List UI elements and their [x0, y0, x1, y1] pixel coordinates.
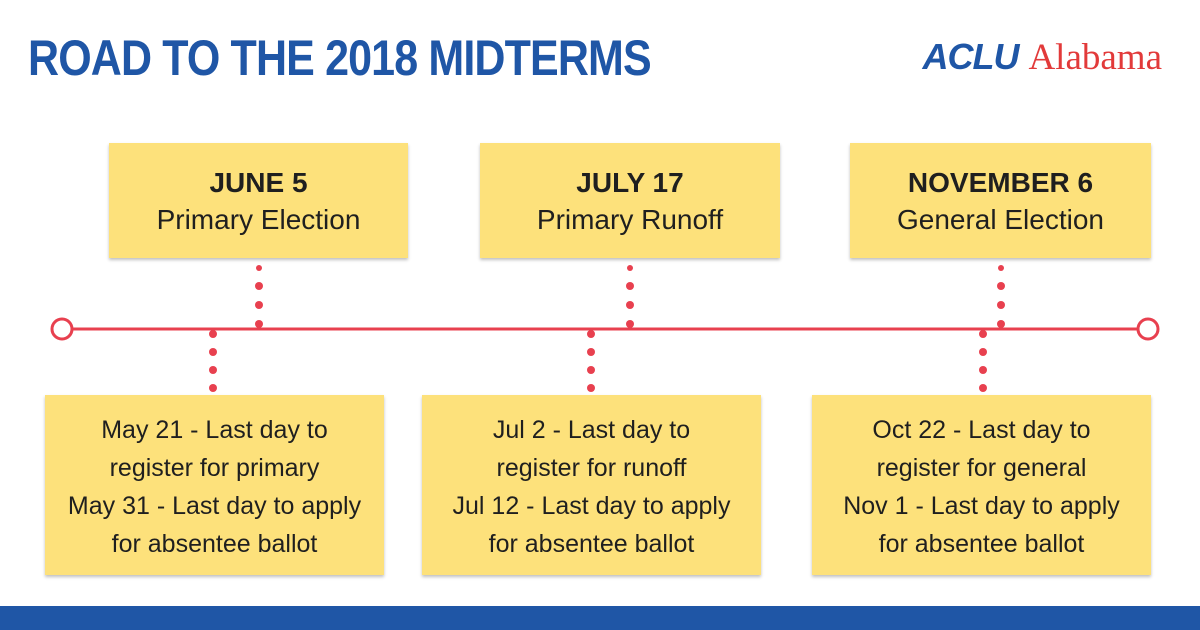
footer-bar [0, 606, 1200, 630]
milestone-card-june-5 [109, 143, 408, 258]
logo-org: ACLU [922, 36, 1019, 77]
deadline-line: Jul 2 - Last day to [492, 416, 691, 444]
connector-june-5 [255, 265, 263, 328]
deadline-card-runoff [422, 395, 761, 575]
deadline-line: for absentee ballot [111, 530, 318, 558]
timeline-end-node [1138, 319, 1158, 339]
milestone-card-july-17 [480, 143, 780, 258]
deadline-line: for absentee ballot [878, 530, 1085, 558]
logo-state: Alabama [1028, 37, 1162, 78]
milestone-card-november-6 [850, 143, 1151, 258]
deadline-line: May 31 - Last day to apply [67, 492, 362, 520]
deadline-line: for absentee ballot [488, 530, 695, 558]
deadline-line: May 21 - Last day to [101, 416, 328, 444]
deadline-line: Nov 1 - Last day to apply [843, 492, 1120, 520]
deadline-card-general [812, 395, 1151, 575]
milestone-date: JULY 17 [576, 167, 684, 198]
milestone-event: General Election [896, 204, 1104, 235]
deadline-line: Oct 22 - Last day to [872, 416, 1091, 444]
connector-jul-deadlines [587, 330, 595, 392]
connector-july-17 [626, 265, 634, 328]
connector-november-6 [997, 265, 1005, 328]
page-title: ROAD TO THE 2018 MIDTERMS [28, 30, 651, 86]
milestone-event: Primary Election [156, 204, 361, 235]
connector-may-deadlines [209, 330, 217, 392]
milestone-event: Primary Runoff [536, 204, 724, 235]
milestone-date: NOVEMBER 6 [907, 167, 1094, 198]
deadline-line: register for primary [109, 454, 320, 482]
deadline-line: register for general [876, 454, 1087, 482]
deadline-line: Jul 12 - Last day to apply [452, 492, 731, 520]
milestone-date: JUNE 5 [209, 167, 308, 198]
connector-oct-nov-deadlines [979, 330, 987, 392]
deadline-line: register for runoff [496, 454, 687, 482]
deadline-card-primary [45, 395, 384, 575]
timeline-start-node [52, 319, 72, 339]
